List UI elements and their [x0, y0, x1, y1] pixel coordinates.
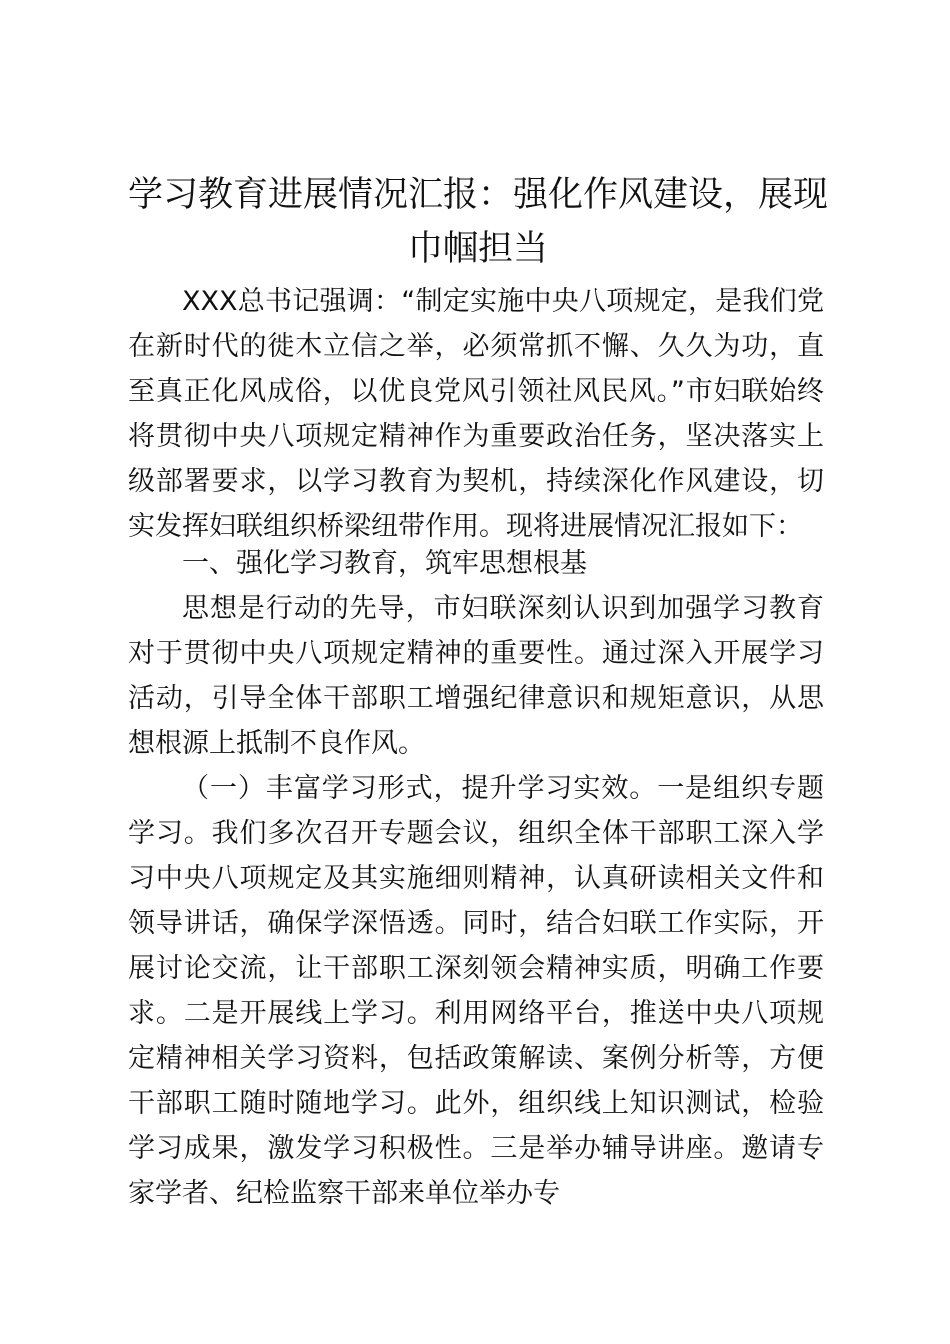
- section-paragraph: 思想是行动的先导，市妇联深刻认识到加强学习教育对于贯彻中央八项规定精神的重要性。通过深入开展学习活动，引导全体干部职工增强纪律意识和规矩意识，从思想根源上抵制不良作风。: [128, 593, 824, 759]
- intro-paragraph: XXX总书记强调：“制定实施中央八项规定，是我们党在新时代的徙木立信之举，必须常抓不懈、久久为功，直至真正化风成俗，以优良党风引领社风民风。”市妇联始终将贯彻中央八项规定精神作为重要政治任务，坚决落实上级部署要求，以学习教育为契机，持续深化作风建设，切实发挥妇联组织桥梁纽带作用。现将进展情况汇报如下：: [128, 286, 824, 542]
- document-title: 学习教育进展情况汇报：强化作风建设，展现巾帼担当: [127, 175, 828, 269]
- section-heading: 一、强化学习教育，筑牢思想根基: [182, 548, 587, 579]
- subsection-paragraph: （一）丰富学习形式，提升学习实效。一是组织专题学习。我们多次召开专题会议，组织全体干部职工深入学习中央八项规定及其实施细则精神，认真研读相关文件和领导讲话，确保学深悟透。同时，结合妇联工作实际，开展讨论交流，让干部职工深刻领会精神实质，明确工作要求。二是开展线上学习。利用网络平台，推送中央八项规定精神相关学习资料，包括政策解读、案例分析等，方便干部职工随时随地学习。此外，组织线上知识测试，检验学习成果，激发学习积极性。三是举办辅导讲座。邀请专家学者、纪检监察干部来单位举办专: [128, 773, 824, 1209]
